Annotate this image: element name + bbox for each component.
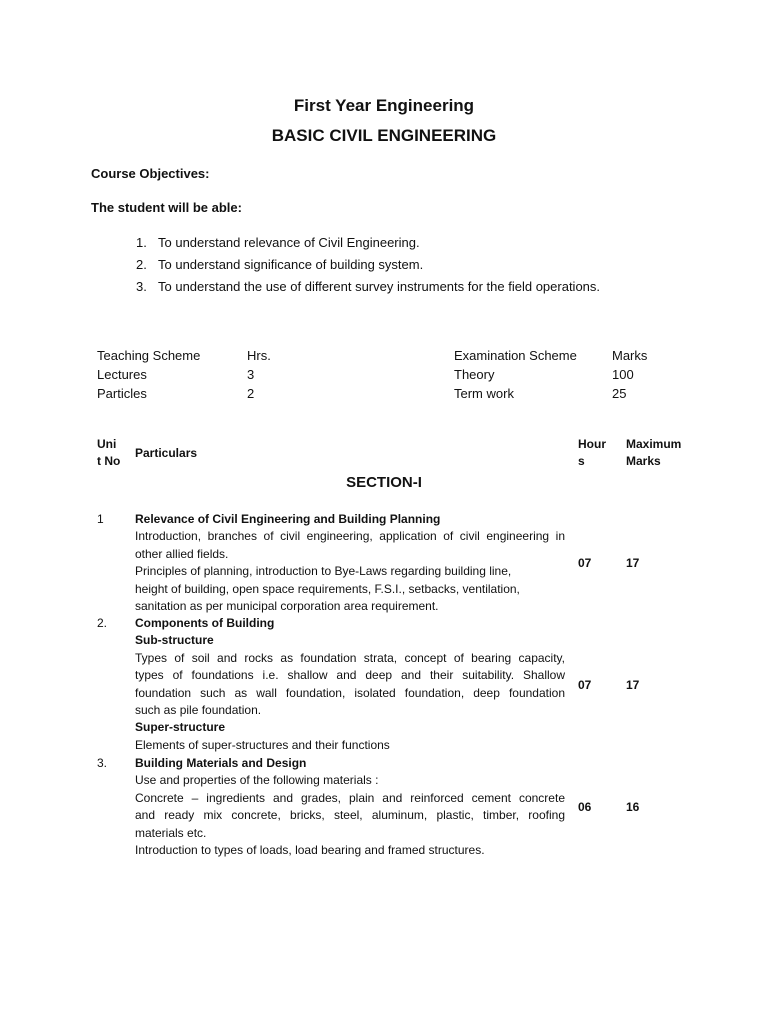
unit-3-line: Concrete – ingredients and grades, plain and reinforced cement concrete [135, 790, 565, 805]
hours-header-line-1: Hour [578, 437, 606, 451]
unit-1-particulars [135, 511, 565, 615]
scheme-exam-termwork: Term work [454, 386, 514, 401]
objective-number: 2. [136, 257, 147, 272]
scheme-hrs-particles: 2 [247, 386, 255, 401]
unit-3-number: 3. [97, 756, 108, 770]
unit-2-line: types of foundations i.e. shallow and deep and their suitability. Shallow [135, 668, 565, 683]
unit-no-header-line-2: t No [97, 454, 121, 469]
max-marks-header-line-2: Marks [626, 454, 661, 469]
unit-3-heading: Building Materials and Design [135, 756, 307, 770]
teaching-scheme-header: Teaching Scheme [97, 348, 201, 363]
unit-no-header [97, 436, 120, 471]
scheme-exam-theory: Theory [454, 367, 495, 382]
unit-2-line: Types of soil and rocks as foundation strata, concept of bearing capacity, [135, 650, 565, 665]
unit-2-line: such as pile foundation. [135, 703, 262, 718]
unit-3-marks: 16 [626, 800, 640, 814]
hrs-header: Hrs. [247, 348, 271, 363]
section-label: SECTION-I [346, 474, 422, 491]
particulars-header: Particulars [135, 446, 198, 460]
unit-3-hours: 06 [578, 800, 592, 814]
objective-item-1 [136, 235, 420, 250]
unit-2-line: foundation such as wall foundation, isolated foundation, deep foundation [135, 685, 565, 700]
objective-number: 3. [136, 279, 147, 294]
max-marks-header [626, 436, 681, 471]
title-line-2: BASIC CIVIL ENGINEERING [271, 126, 497, 145]
unit-1-heading: Relevance of Civil Engineering and Building Planning [135, 512, 441, 526]
objective-number: 1. [136, 235, 147, 250]
marks-header: Marks [612, 348, 648, 363]
hours-header-line-2: s [578, 454, 585, 469]
unit-1-number: 1 [97, 512, 104, 526]
unit-3-line: Use and properties of the following materials : [135, 773, 379, 788]
unit-1-line: Principles of planning, introduction to Bye-Laws regarding building line, [135, 564, 512, 579]
objective-item-2 [136, 257, 423, 272]
unit-1-line: height of building, open space requirements, F.S.I., setbacks, ventilation, [135, 581, 520, 596]
scheme-teaching-particles: Particles [97, 386, 147, 401]
scheme-hrs-lectures: 3 [247, 367, 255, 382]
max-marks-header-line-1: Maximum [626, 437, 682, 451]
objective-item-3 [136, 279, 600, 294]
course-objectives-label: Course Objectives: [91, 166, 210, 181]
examination-scheme-header: Examination Scheme [454, 348, 577, 363]
unit-2-heading: Components of Building [135, 616, 275, 630]
objective-text: To understand relevance of Civil Engineering. [158, 235, 420, 250]
objective-text: To understand the use of different survey instruments for the field operations. [158, 279, 601, 294]
unit-3-line: and ready mix concrete, bricks, steel, aluminum, plastic, timber, roofing [135, 808, 565, 823]
unit-2-subheading-2: Super-structure [135, 720, 226, 735]
unit-3-line: Introduction to types of loads, load bearing and framed structures. [135, 843, 485, 858]
unit-2-particulars [135, 615, 565, 754]
unit-3-line: materials etc. [135, 825, 207, 840]
unit-no-header-line-1: Uni [97, 437, 117, 451]
unit-3-particulars [135, 755, 565, 859]
unit-1-line: other allied fields. [135, 546, 229, 561]
unit-1-line: sanitation as per municipal corporation area requirement. [135, 599, 439, 614]
scheme-marks-theory: 100 [612, 367, 634, 382]
unit-1-hours: 07 [578, 556, 592, 570]
objective-text: To understand significance of building system. [158, 257, 424, 272]
scheme-marks-termwork: 25 [612, 386, 627, 401]
unit-2-marks: 17 [626, 678, 640, 692]
student-able-label: The student will be able: [91, 200, 242, 215]
unit-2-subheading-1: Sub-structure [135, 633, 214, 648]
unit-2-line: Elements of super-structures and their functions [135, 737, 390, 752]
hours-header [578, 436, 606, 471]
unit-1-line: Introduction, branches of civil engineering, application of civil engineering in [135, 529, 565, 544]
unit-2-number: 2. [97, 616, 108, 630]
scheme-teaching-lectures: Lectures [97, 367, 147, 382]
title-line-1: First Year Engineering [293, 96, 475, 115]
unit-1-marks: 17 [626, 556, 640, 570]
unit-2-hours: 07 [578, 678, 592, 692]
